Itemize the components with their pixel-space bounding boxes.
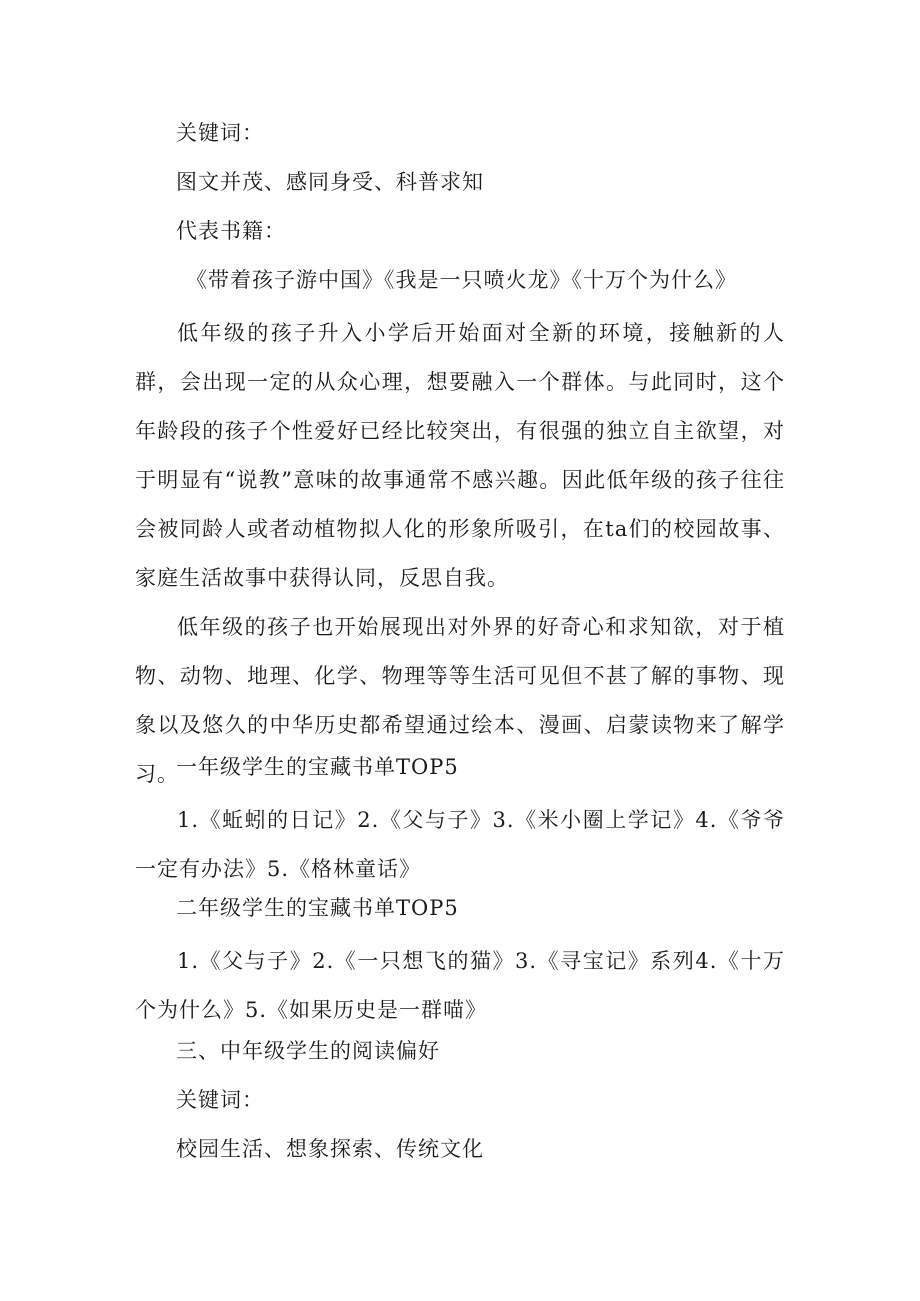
books-list: 《带着孩子游中国》《我是一只喷火龙》《十万个为什么》 bbox=[186, 268, 737, 292]
paragraph-low-grade-curiosity: 低年级的孩子也开始展现出对外界的好奇心和求知欲，对于植物、动物、地理、化学、物理等等生活可见但不甚了解的事物、现象以及悠久的中华历史都希望通过绘本、漫画、启蒙读物来了解学习。 bbox=[135, 615, 785, 786]
keywords-text-2: 校园生活、想象探索、传统文化 bbox=[176, 1137, 484, 1161]
keywords-label: 关键词： bbox=[176, 121, 264, 145]
keywords-label-2: 关键词： bbox=[176, 1088, 264, 1112]
books-label: 代表书籍： bbox=[176, 219, 286, 243]
grade1-list-title: 一年级学生的宝藏书单TOP5 bbox=[176, 755, 459, 779]
grade2-book-list: 1.《父与子》2.《一只想飞的猫》3.《寻宝记》系列4.《十万个为什么》5.《如果历史是一群喵》 bbox=[135, 949, 785, 1022]
paragraph-low-grade-psychology: 低年级的孩子升入小学后开始面对全新的环境，接触新的人群，会出现一定的从众心理，想要融入一个群体。与此同时，这个年龄段的孩子个性爱好已经比较突出，有很强的独立自主欲望，对于明显有“说教”意味的故事通常不感兴趣。因此低年级的孩子往往会被同龄人或者动植物拟人化的形象所吸引，在ta们的校园故事、家庭生活故事中获得认同，反思自我。 bbox=[135, 321, 785, 590]
section-heading: 三、中年级学生的阅读偏好 bbox=[176, 1039, 440, 1063]
grade1-book-list: 1.《蚯蚓的日记》2.《父与子》3.《米小圈上学记》4.《爷爷一定有办法》5.《格林童话》 bbox=[135, 808, 785, 881]
keywords-text: 图文并茂、感同身受、科普求知 bbox=[176, 170, 484, 194]
grade2-list-title: 二年级学生的宝藏书单TOP5 bbox=[176, 896, 459, 920]
